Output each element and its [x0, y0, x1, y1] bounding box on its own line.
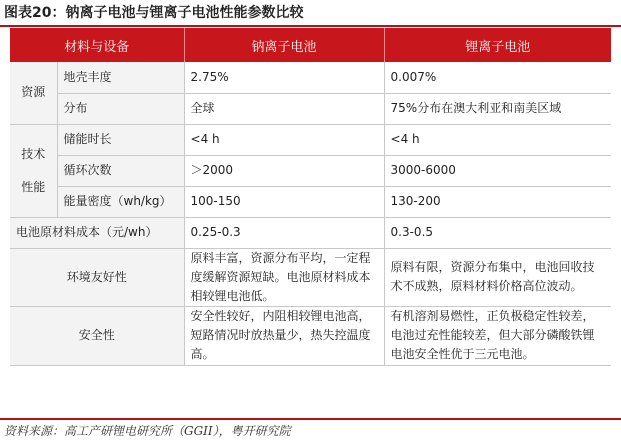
cell-sodium-density: 100-150 — [184, 186, 384, 217]
row-label-env: 环境友好性 — [10, 248, 184, 306]
cell-sodium-storage: <4 h — [184, 124, 384, 155]
group-tech-line1: 技术 — [21, 146, 46, 161]
cell-lithium-density: 130-200 — [384, 186, 611, 217]
bottom-rule — [0, 418, 621, 420]
row-label-cost: 电池原材料成本（元/wh） — [10, 217, 184, 248]
row-label-cycles: 循环次数 — [57, 155, 184, 186]
table-row — [10, 186, 611, 217]
group-tech-line2: 性能 — [21, 179, 46, 194]
cell-lithium-safety: 有机溶剂易燃性，正负极稳定性较差，电池过充性能较差，但大部分磷酸铁锂电池安全性优于三元电池。 — [384, 306, 611, 365]
table-row — [10, 62, 611, 93]
cell-sodium-crust: 2.75% — [184, 62, 384, 93]
cell-lithium-distribution: 75%分布在澳大利亚和南美区域 — [384, 93, 611, 124]
cell-sodium-env: 原料丰富，资源分布平均，一定程度缓解资源短缺。电池原材料成本相较锂电池低。 — [184, 248, 384, 306]
cell-lithium-cost: 0.3-0.5 — [384, 217, 611, 248]
row-label-distribution: 分布 — [57, 93, 184, 124]
group-resources: 资源 — [10, 62, 57, 124]
comparison-table — [10, 28, 611, 366]
cell-sodium-cycles: ＞2000 — [184, 155, 384, 186]
table-row — [10, 93, 611, 124]
cell-lithium-cycles: 3000-6000 — [384, 155, 611, 186]
header-lithium: 锂离子电池 — [384, 28, 611, 62]
table-row — [10, 124, 611, 155]
table-row — [10, 306, 611, 365]
header-sodium: 钠离子电池 — [184, 28, 384, 62]
row-label-crust: 地壳丰度 — [57, 62, 184, 93]
row-label-safety: 安全性 — [10, 306, 184, 365]
group-tech — [10, 124, 57, 217]
table-row — [10, 248, 611, 306]
cell-sodium-safety: 安全性较好，内阻相较锂电池高，短路情况时放热量少，热失控温度高。 — [184, 306, 384, 365]
row-label-density: 能量密度（wh/kg） — [57, 186, 184, 217]
source-note: 资料来源：高工产研锂电研究所（GGII），粤开研究院 — [4, 424, 291, 438]
cell-lithium-storage: <4 h — [384, 124, 611, 155]
table-row — [10, 217, 611, 248]
cell-lithium-env: 原料有限，资源分布集中，电池回收技术不成熟，原料材料价格高位波动。 — [384, 248, 611, 306]
cell-sodium-cost: 0.25-0.3 — [184, 217, 384, 248]
row-label-storage: 储能时长 — [57, 124, 184, 155]
cell-lithium-crust: 0.007% — [384, 62, 611, 93]
top-rule — [0, 25, 621, 27]
cell-sodium-distribution: 全球 — [184, 93, 384, 124]
table-header-row — [10, 28, 611, 62]
figure-title: 图表20：钠离子电池与锂离子电池性能参数比较 — [4, 5, 304, 21]
table-row — [10, 155, 611, 186]
header-materials: 材料与设备 — [10, 28, 184, 62]
